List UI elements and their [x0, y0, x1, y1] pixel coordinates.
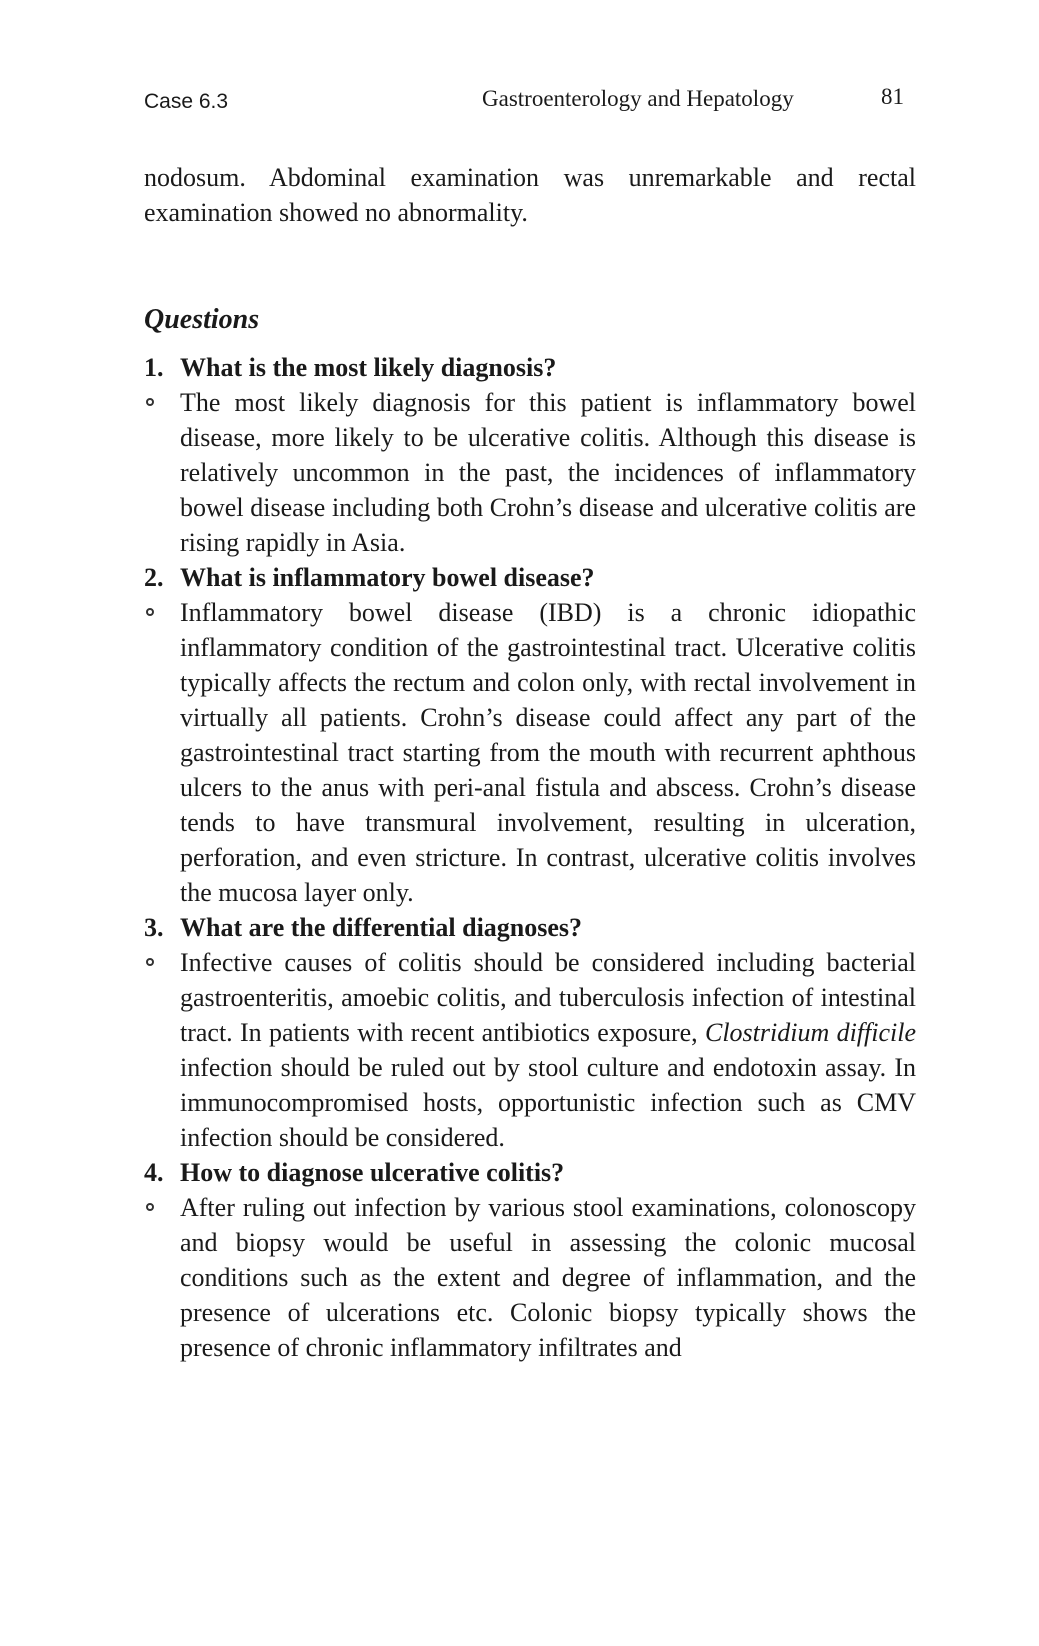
section-title: Gastroenterology and Hepatology	[482, 86, 794, 111]
answer-text: Inflammatory bowel disease (IBD) is a chronic idiopathic inflammatory condition of the gastrointestinal tract. Ulcerative colitis typically affects the rectum and colon only, with rectal involvement in virtually all patients. Crohn’s disease could affect any part of the gastrointestinal tract starting from the mouth with recurrent aphthous ulcers to the anus with peri-anal fistula and abscess. Crohn’s disease tends to have transmural involvement, resulting in ulceration, perforation, and even stricture. In contrast, ulcerative colitis involves the mucosa layer only.	[180, 598, 916, 907]
question-text: What is the most likely diagnosis?	[180, 353, 557, 382]
question-line	[144, 910, 916, 945]
organism-name: Clostridium difficile	[704, 1018, 916, 1047]
page-number: 81	[881, 84, 904, 109]
answer-paragraph	[144, 1190, 916, 1365]
question-number: 3.	[144, 913, 164, 942]
answer-paragraph	[144, 385, 916, 560]
question-text: What are the differential diagnoses?	[180, 913, 583, 942]
case-label: Case 6.3	[144, 90, 229, 113]
question-number: 1.	[144, 353, 164, 382]
question-line	[144, 1155, 916, 1190]
answer-text: After ruling out infection by various stool examinations, colonoscopy and biopsy would be useful in assessing the colonic mucosal conditions such as the extent and degree of inflammation, and the presence of ulcerations etc. Colonic biopsy typically shows the presence of chronic inflammatory infiltrates and	[180, 1193, 916, 1362]
question-number: 4.	[144, 1158, 164, 1187]
question-text: How to diagnose ulcerative colitis?	[180, 1158, 565, 1187]
answer-text-pre: Infective causes of colitis should be considered including bacterial gastroenteritis, amoebic colitis, and tuberculosis infection of intestinal tract. In patients with recent antibiotics exposure,	[180, 948, 916, 1047]
bullet-icon	[146, 1203, 154, 1211]
page-body	[144, 160, 916, 1365]
bullet-icon	[146, 608, 154, 616]
intro-paragraph: nodosum. Abdominal examination was unremarkable and rectal examination showed no abnormality.	[144, 163, 916, 227]
answer-text: The most likely diagnosis for this patient is inflammatory bowel disease, more likely to be ulcerative colitis. Although this disease is relatively uncommon in the past, the incidences of inflammatory bowel disease including both Crohn’s disease and ulcerative colitis are rising rapidly in Asia.	[180, 388, 916, 557]
question-number: 2.	[144, 563, 164, 592]
question-item	[144, 1155, 916, 1365]
question-item	[144, 560, 916, 910]
bullet-icon	[146, 958, 154, 966]
question-text: What is inflammatory bowel disease?	[180, 563, 595, 592]
question-item	[144, 910, 916, 1155]
questions-heading: Questions	[144, 304, 260, 335]
question-line	[144, 560, 916, 595]
question-line	[144, 350, 916, 385]
answer-paragraph	[144, 595, 916, 910]
answer-text-post: infection should be ruled out by stool culture and endotoxin assay. In immunocompromised hosts, opportunistic infection such as CMV infection should be considered.	[180, 1053, 916, 1152]
bullet-icon	[146, 398, 154, 406]
running-header	[144, 84, 904, 120]
answer-paragraph	[144, 945, 916, 1155]
question-item	[144, 350, 916, 560]
